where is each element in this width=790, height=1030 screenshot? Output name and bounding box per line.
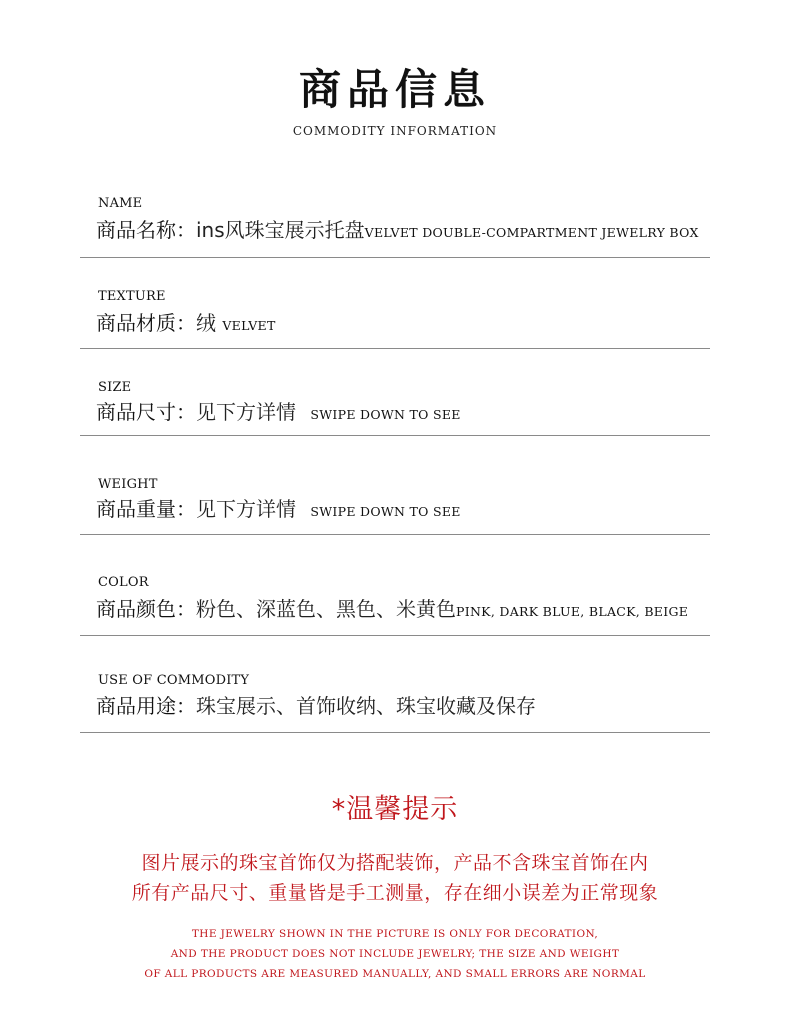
page-subtitle: COMMODITY INFORMATION [292,124,498,138]
info-row-weight [80,436,710,535]
row-en-label: TEXTURE [98,289,166,304]
row-en-label: COLOR [98,575,149,590]
row-cn-value: 绒 [196,311,216,335]
notice-en-line: AND THE PRODUCT DOES NOT INCLUDE JEWELRY; THE SIZE AND WEIGHT [170,948,620,960]
row-en-value: VELVET DOUBLE-COMPARTMENT JEWELRY BOX [364,225,699,240]
row-en-label: WEIGHT [98,477,158,492]
page-title: 商品信息 [298,65,491,114]
row-en-label: USE OF COMMODITY [98,673,250,688]
notice-section [0,792,790,984]
row-en-label: NAME [98,196,143,211]
row-en-label: SIZE [98,380,132,395]
row-cn-label: 商品尺寸： [96,400,196,424]
notice-cn-line: 所有产品尺寸、重量皆是手工测量，存在细小误差为正常现象 [131,882,659,904]
row-cn-value: 见下方详情 [196,400,296,424]
info-list [80,188,710,733]
row-line [96,690,536,719]
row-cn-value: 见下方详情 [196,497,296,521]
info-row-color [80,535,710,636]
notice-en-text [0,924,790,984]
header [0,62,790,138]
row-en-value: SWIPE DOWN TO SEE [310,504,461,519]
row-cn-label: 商品材质： [96,311,196,335]
info-row-name [80,188,710,258]
row-cn-label: 商品名称： [96,218,196,242]
notice-en-line: OF ALL PRODUCTS ARE MEASURED MANUALLY, AND SMALL ERRORS ARE NORMAL [144,968,646,980]
row-line [96,307,276,336]
notice-cn-line: 图片展示的珠宝首饰仅为搭配装饰，产品不含珠宝首饰在内 [141,852,649,874]
row-cn-value: 粉色、深蓝色、黑色、米黄色 [196,597,456,621]
info-row-texture [80,258,710,349]
row-cn-label: 商品用途： [96,694,196,718]
row-en-value: SWIPE DOWN TO SEE [310,407,461,422]
row-line [96,493,461,522]
notice-title: *温馨提示 [331,794,459,825]
info-row-use [80,636,710,733]
row-cn-label: 商品重量： [96,497,196,521]
row-cn-label: 商品颜色： [96,597,196,621]
row-cn-value: ins风珠宝展示托盘 [196,218,365,242]
row-en-value: PINK, DARK BLUE, BLACK, BEIGE [456,604,689,619]
row-cn-value: 珠宝展示、首饰收纳、珠宝收藏及保存 [196,694,536,718]
notice-en-line: THE JEWELRY SHOWN IN THE PICTURE IS ONLY FOR DECORATION, [191,928,599,940]
notice-cn-text [0,848,790,908]
row-line [96,396,461,425]
row-line [96,593,688,622]
info-row-size [80,349,710,436]
row-line [96,214,699,243]
row-en-value: VELVET [222,318,276,333]
